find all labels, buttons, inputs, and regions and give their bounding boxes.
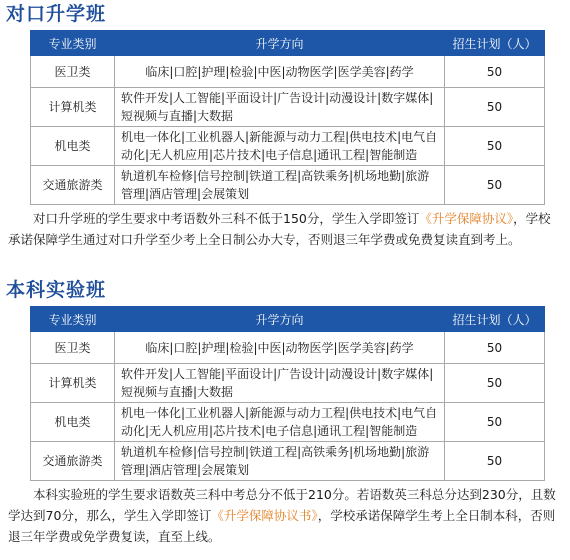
section-title: 本科实验班 [6, 279, 107, 301]
plan-cell: 50 [445, 364, 545, 403]
header-direction: 升学方向 [115, 31, 445, 56]
note-text: 对口升学班的学生要求中考语数外三科不低于150分，学生入学即签订 [33, 211, 420, 226]
table-row [31, 88, 545, 127]
direction-cell: 轨道机车检修|信号控制|铁道工程|高铁乘务|机场地勤|旅游管理|酒店管理|会展策划 [115, 442, 445, 481]
section-title: 对口升学班 [6, 3, 107, 25]
section-note [0, 205, 570, 250]
table-row [31, 364, 545, 403]
header-category: 专业类别 [31, 307, 115, 332]
direction-cell: 轨道机车检修|信号控制|铁道工程|高铁乘务|机场地勤|旅游管理|酒店管理|会展策划 [115, 166, 445, 205]
direction-cell: 软件开发|人工智能|平面设计|广告设计|动漫设计|数字媒体|短视频与直播|大数据 [115, 364, 445, 403]
agreement-highlight: 《升学保障协议书》 [211, 508, 318, 523]
note-text: ，学校承诺保障学生考上全日制本科，否则退三年学费或免学费复读，直至上线。 [8, 508, 556, 544]
category-cell: 计算机类 [31, 88, 115, 127]
table-header-row [31, 31, 545, 56]
plan-cell: 50 [445, 403, 545, 442]
header-category: 专业类别 [31, 31, 115, 56]
plan-cell: 50 [445, 88, 545, 127]
table-row [31, 403, 545, 442]
table-header-row [31, 307, 545, 332]
table-row [31, 332, 545, 364]
direction-cell: 软件开发|人工智能|平面设计|广告设计|动漫设计|数字媒体|短视频与直播|大数据 [115, 88, 445, 127]
header-direction: 升学方向 [115, 307, 445, 332]
direction-cell: 机电一体化|工业机器人|新能源与动力工程|供电技术|电气自动化|无人机应用|芯片技术|电子信息|通讯工程|智能制造 [115, 127, 445, 166]
plan-cell: 50 [445, 166, 545, 205]
note-text: 本科实验班的学生要求语数英三科中考总分不低于210分。若语数英三科总分达到230分，且数学达到70分，那么，学生入学即签订 [8, 487, 556, 523]
category-cell: 医卫类 [31, 332, 115, 364]
category-cell: 医卫类 [31, 56, 115, 88]
plan-cell: 50 [445, 56, 545, 88]
direction-cell: 机电一体化|工业机器人|新能源与动力工程|供电技术|电气自动化|无人机应用|芯片技术|电子信息|通讯工程|智能制造 [115, 403, 445, 442]
direction-cell: 临床|口腔|护理|检验|中医|动物医学|医学美容|药学 [115, 332, 445, 364]
section-duikou [0, 0, 570, 250]
section-note [0, 481, 570, 547]
header-plan: 招生计划（人） [445, 307, 545, 332]
category-cell: 计算机类 [31, 364, 115, 403]
plan-table [30, 306, 545, 481]
table-row [31, 127, 545, 166]
table-row [31, 56, 545, 88]
section-benke [0, 276, 570, 547]
note-text: ，学校承诺保障学生通过对口升学至少考上全日制公办大专，否则退三年学费或免费复读直到考上。 [8, 211, 551, 247]
plan-table [30, 30, 545, 205]
category-cell: 交通旅游类 [31, 166, 115, 205]
category-cell: 交通旅游类 [31, 442, 115, 481]
table-row [31, 166, 545, 205]
plan-cell: 50 [445, 442, 545, 481]
category-cell: 机电类 [31, 127, 115, 166]
header-plan: 招生计划（人） [445, 31, 545, 56]
category-cell: 机电类 [31, 403, 115, 442]
plan-cell: 50 [445, 127, 545, 166]
agreement-highlight: 《升学保障协议》 [419, 211, 514, 226]
direction-cell: 临床|口腔|护理|检验|中医|动物医学|医学美容|药学 [115, 56, 445, 88]
plan-cell: 50 [445, 332, 545, 364]
table-row [31, 442, 545, 481]
